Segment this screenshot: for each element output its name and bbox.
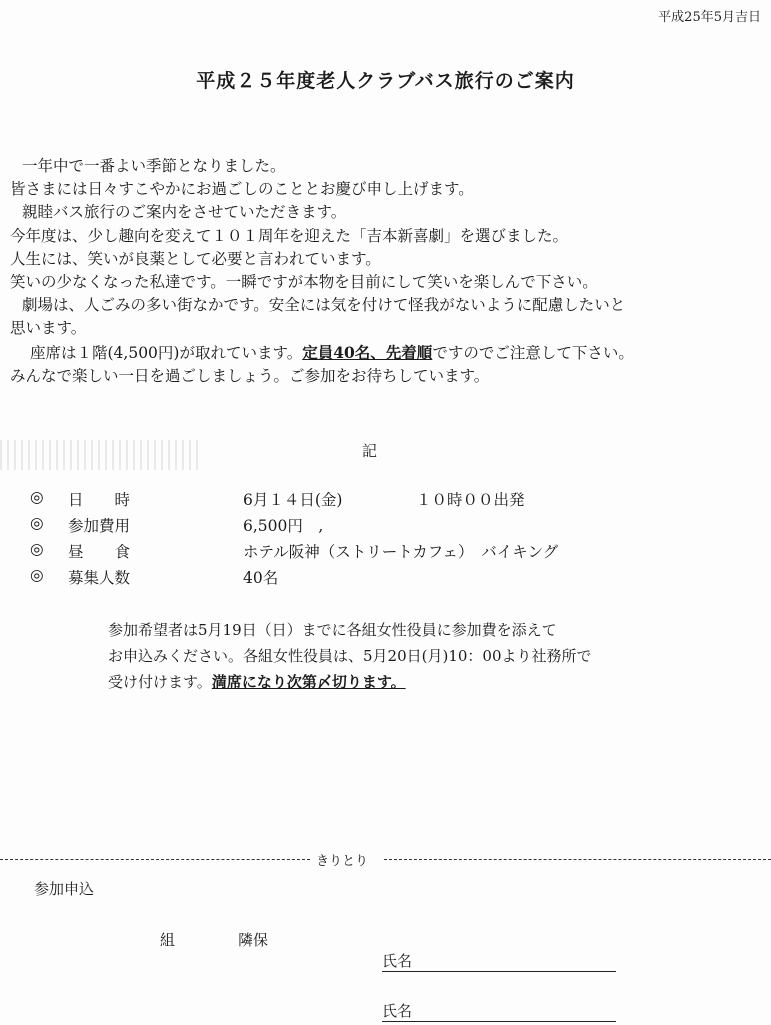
bullet-mark: ◎ (30, 566, 44, 584)
cut-dash-right (384, 859, 771, 860)
detail-value: 6月１４日(金) (243, 491, 343, 509)
seat-info-line (10, 341, 770, 365)
issue-date: 平成25年5月吉日 (658, 10, 761, 25)
greeting-body (10, 155, 770, 388)
ki-heading: 記 (362, 442, 378, 460)
seat-info-suffix: ですのでご注意して下さい。 (432, 343, 634, 362)
body-line: 一年中で一番よい季節となりました。 (22, 157, 286, 175)
closing-line: みんなで楽しい一日を過ごしましょう。ご参加をお待ちしています。 (10, 366, 490, 385)
body-line: 皆さまには日々すこやかにお過ごしのこととお慶び申し上げます。 (10, 180, 474, 199)
capacity-emphasis: 定員40名、先着順 (302, 342, 433, 362)
bullet-mark: ◎ (30, 514, 44, 532)
deadline-emphasis: 満席になり次第〆切ります。 (211, 673, 406, 691)
cut-label: きりとり (316, 854, 369, 869)
name-field-1[interactable] (382, 950, 616, 972)
name-label: 氏名 (382, 1002, 413, 1020)
seat-info-text: 座席は１階(4,500円)が取れています。 (30, 343, 303, 362)
detail-value: ホテル阪神（ストリートカフェ） バイキング (243, 543, 559, 561)
detail-label: 参加費用 (68, 517, 131, 535)
notice-text: 受け付けます。 (108, 673, 212, 691)
detail-value: 40名 (243, 569, 279, 587)
bullet-mark: ◎ (30, 488, 44, 506)
notice-line (108, 669, 592, 695)
scan-noise (0, 440, 200, 470)
body-line: 笑いの少なくなった私達です。一瞬ですが本物を目前にして笑いを楽しんで下さい。 (10, 273, 598, 292)
application-title: 参加申込 (34, 880, 95, 898)
detail-extra: １０時００出発 (416, 491, 525, 509)
body-line: 劇場は、人ごみの多い街なかです。安全には気を付けて怪我がないように配慮したいと (22, 296, 626, 315)
notice-line: 参加希望者は5月19日（日）までに各組女性役員に参加費を添えて (108, 621, 557, 639)
page-title: 平成２５年度老人クラブバス旅行のご案内 (196, 70, 575, 92)
application-notice (108, 617, 592, 695)
body-line: 人生には、笑いが良薬として必要と言われています。 (10, 249, 381, 268)
group-label: 組 (160, 931, 176, 949)
district-label: 隣保 (238, 931, 269, 949)
cut-dash-left (0, 859, 310, 860)
detail-value: 6,500円 , (243, 517, 324, 535)
detail-label: 日 時 (68, 491, 131, 509)
notice-line: お申込みください。各組女性役員は、5月20日(月)10：00より社務所で (108, 647, 592, 665)
body-line: 今年度は、少し趣向を変えて１０１周年を迎えた「吉本新喜劇」を選びました。 (10, 226, 569, 245)
bullet-mark: ◎ (30, 540, 44, 558)
body-line: 思います。 (10, 319, 87, 338)
name-field-2[interactable] (382, 1000, 616, 1022)
detail-label: 募集人数 (68, 569, 131, 587)
detail-label: 昼 食 (68, 543, 131, 561)
name-label: 氏名 (382, 952, 413, 970)
body-line: 親睦バス旅行のご案内をさせていただきます。 (22, 203, 347, 222)
cut-line (0, 850, 771, 870)
